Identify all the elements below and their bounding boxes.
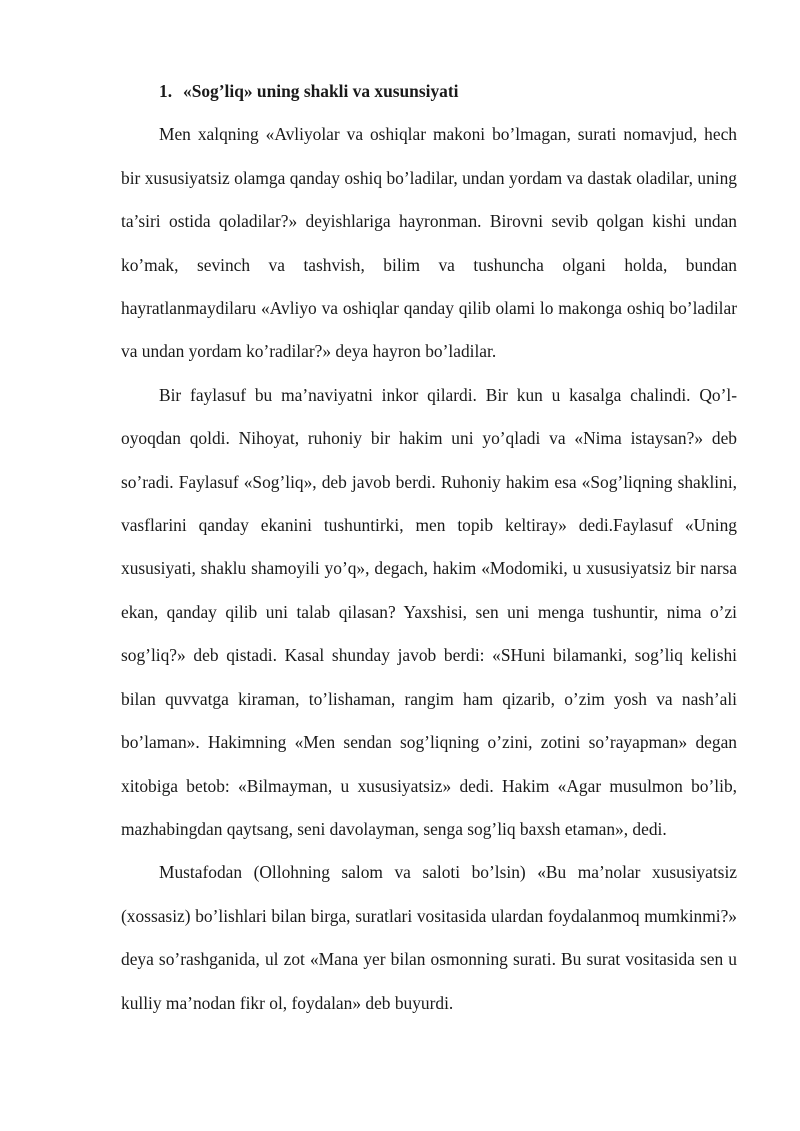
paragraph-3: Mustafodan (Ollohning salom va saloti bo’lsin) «Bu ma’nolar xususiyatsiz (xossasiz) bo’lishlari bilan birga, suratlari vositasida ulardan foydalanmoq mumkinmi?» deya so’rashganida, ul zot «Mana yer bilan osmonning surati. Bu surat vositasida sen u kulliy ma’nodan fikr ol, foydalan» deb buyurdi. — [121, 862, 737, 1013]
section-number: 1. — [159, 81, 173, 101]
section-heading — [121, 70, 737, 113]
section-title: «Sog’liq» uning shakli va xusunsiyati — [183, 81, 459, 101]
paragraph-1: Men xalqning «Avliyolar va oshiqlar makoni bo’lmagan, surati nomavjud, hech bir xususiyatsiz olamga qanday oshiq bo’ladilar, undan yordam va dastak oladilar, uning ta’siri ostida qoladilar?» deyishlariga hayronman. Birovni sevib qolgan kishi undan ko’mak, sevinch va tashvish, bilim va tushuncha olgani holda, bundan hayratlanmaydilaru «Avliyo va oshiqlar qanday qilib olami lo makonga oshiq bo’ladilar va undan yordam ko’radilar?» deya hayron bo’ladilar. — [121, 124, 737, 362]
paragraph-2: Bir faylasuf bu ma’naviyatni inkor qilardi. Bir kun u kasalga chalindi. Qo’l-oyoqdan qoldi. Nihoyat, ruhoniy bir hakim uni yo’qladi va «Nima istaysan?» deb so’radi. Faylasuf «Sog’liq», deb javob berdi. Ruhoniy hakim esa «Sog’liqning shaklini, vasflarini qanday ekanini tushuntirki, men topib keltiray» dedi.Faylasuf «Uning xususiyati, shaklu shamoyili yo’q», degach, hakim «Modomiki, u xususiyatsiz bir narsa ekan, qanday qilib uni talab qilasan? Yaxshisi, sen uni menga tushuntir, nima o’zi sog’liq?» deb qistadi. Kasal shunday javob berdi: «SHuni bilamanki, sog’liq kelishi bilan quvvatga kiraman, to’lishaman, rangim ham qizarib, o’zim yosh va nash’ali bo’laman». Hakimning «Men sendan sog’liqning o’zini, zotini so’rayapman» degan xitobiga betob: «Bilmayman, u xususiyatsiz» dedi. Hakim «Agar musulmon bo’lib, mazhabingdan qaytsang, seni davolayman, senga sog’liq baxsh etaman», dedi. — [121, 384, 737, 839]
document-body — [121, 70, 737, 1025]
